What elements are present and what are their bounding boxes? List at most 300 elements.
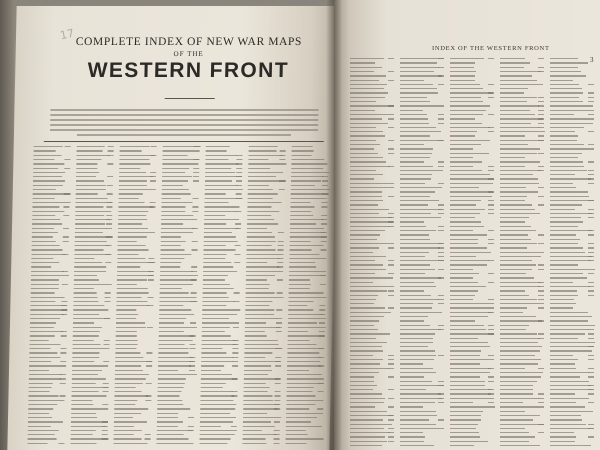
index-entry [162,180,188,181]
index-entry [500,131,545,132]
index-entry-ref [588,368,594,369]
index-entry-ref [236,163,242,164]
index-entry-ref [320,284,326,285]
index-entry-ref [108,155,114,156]
index-entry [244,370,272,371]
index-entry [350,260,375,261]
index-entry-ref [279,180,285,181]
index-entry [500,389,533,390]
index-entry [500,368,525,369]
index-entry [248,176,276,177]
index-entry [249,146,278,147]
index-entry [162,168,189,169]
index-entry [550,62,588,63]
index-entry-ref [438,75,444,76]
index-entry-ref [193,198,199,199]
index-entry-ref [488,114,494,115]
index-entry [400,105,444,106]
index-entry-ref [232,357,238,358]
index-entry [117,258,145,259]
index-entry [287,378,324,379]
index-entry-ref [231,395,237,396]
index-entry-ref [538,333,544,334]
index-entry-ref [235,228,241,229]
index-entry [204,206,239,207]
index-entry [287,357,321,358]
index-entry [400,226,426,227]
index-entry [450,123,482,124]
index-entry [450,191,493,192]
index-entry [115,391,142,392]
index-entry [291,180,321,181]
index-entry [206,155,238,156]
index-entry [119,198,139,199]
index-entry [450,209,485,210]
index-entry-ref [588,338,594,339]
index-entry-ref [588,346,594,347]
index-entry [500,299,537,300]
index-entry [400,88,437,89]
index-entry [202,335,231,336]
index-entry [290,223,316,224]
index-entry [400,316,428,317]
index-entry [76,189,106,190]
index-entry [500,359,541,360]
index-entry-ref [538,110,544,111]
index-entry [247,211,279,212]
index-entry-ref [190,322,196,323]
index-entry-ref [538,234,544,235]
index-entry-ref [150,180,156,181]
index-entry [200,413,230,414]
index-entry [500,415,540,416]
index-entry [160,292,189,293]
index-entry [450,153,489,154]
index-entry [200,426,221,427]
index-entry [400,153,432,154]
index-entry [292,146,313,147]
index-entry [31,271,64,272]
index-entry [75,228,107,229]
index-entry-ref [588,110,594,111]
index-entry-ref [488,166,494,167]
index-entry-ref [192,241,198,242]
index-entry [247,241,276,242]
index-entry [400,166,433,167]
index-entry [32,245,60,246]
index-entry [162,193,191,194]
index-entry-ref [61,331,67,332]
index-entry [350,84,387,85]
index-entry [115,383,143,384]
index-entry-ref [106,236,112,237]
index-entry-ref [236,168,242,169]
index-entry [450,303,488,304]
index-entry-ref [236,159,242,160]
index-entry-ref [538,204,544,205]
index-entry [500,338,540,339]
index-entry [158,370,178,371]
index-entry [350,325,374,326]
index-entry [550,432,574,433]
index-entry [28,430,59,431]
index-entry [500,441,529,442]
index-entry-ref [538,303,544,304]
index-entry-ref [105,297,111,298]
index-entry [119,193,143,194]
index-entry-ref [588,209,594,210]
index-entry [350,62,375,63]
index-entry-ref [148,275,154,276]
index-entry [116,301,147,302]
index-entry-ref [488,230,494,231]
right-page [334,0,600,450]
index-entry-ref [236,180,242,181]
index-entry-ref [61,309,67,310]
index-entry [400,204,428,205]
index-entry-ref [189,348,195,349]
index-entry [204,236,236,237]
index-entry [199,443,227,444]
index-entry [350,299,376,300]
index-entry [400,346,428,347]
index-entry [450,105,490,106]
index-entry [76,163,97,164]
index-entry [350,170,376,171]
index-entry-ref [276,322,282,323]
index-entry [350,144,380,145]
index-entry [73,301,98,302]
index-entry-ref [274,404,280,405]
index-entry [500,200,525,201]
index-entry [450,312,492,313]
index-entry [350,441,387,442]
index-entry [113,443,147,444]
index-entry-ref [538,424,544,425]
index-entry [350,183,388,184]
index-entry [450,376,480,377]
index-entry [71,426,106,427]
index-entry [350,243,388,244]
index-entry [550,166,584,167]
index-entry [500,419,533,420]
index-entry [72,357,99,358]
index-entry [400,329,441,330]
index-entry-ref [388,264,394,265]
index-entry [72,383,96,384]
index-entry-ref [279,159,285,160]
index-entry [500,355,535,356]
index-entry [450,234,487,235]
index-entry [500,230,536,231]
index-entry-ref [274,408,280,409]
index-entry-ref [388,428,394,429]
index-entry [248,159,268,160]
index-entry [400,252,429,253]
index-entry-ref [588,213,594,214]
index-entry-ref [64,168,70,169]
index-entry [158,387,184,388]
index-entry-ref [104,318,110,319]
index-entry-ref [488,204,494,205]
index-entry [203,284,230,285]
index-entry [400,230,436,231]
index-entry [117,279,147,280]
index-entry [243,400,273,401]
index-entry [350,114,394,115]
index-entry-ref [438,419,444,420]
index-entry [550,393,575,394]
index-entry [400,333,435,334]
index-entry [71,413,96,414]
index-entry-ref [388,359,394,360]
index-entry [200,430,237,431]
index-entry [29,378,61,379]
index-entry [74,292,97,293]
index-entry [157,395,179,396]
index-entry [400,174,432,175]
index-entry-ref [61,335,67,336]
index-entry [350,187,394,188]
index-entry [350,269,386,270]
index-entry [400,419,429,420]
index-entry [500,123,531,124]
index-entry [500,286,540,287]
index-entry [200,438,231,439]
index-entry [400,286,436,287]
index-entry [200,421,233,422]
index-entry-ref [233,340,239,341]
index-entry-ref [103,387,109,388]
index-entry-ref [104,301,110,302]
index-entry-ref [104,340,110,341]
index-entry-ref [319,309,325,310]
index-entry [350,372,379,373]
index-entry-ref [278,232,284,233]
index-entry [288,301,313,302]
index-entry [163,155,188,156]
index-entry-ref [145,434,151,435]
index-entry-ref [388,105,394,106]
index-entry [500,329,526,330]
index-entry [34,146,63,147]
index-entry-ref [438,118,444,119]
index-entry [550,406,585,407]
index-entry [500,350,540,351]
index-entry [400,411,436,412]
index-entry-ref [388,80,394,81]
index-entry [33,159,54,160]
index-entry-ref [232,348,238,349]
index-entry-ref [105,262,111,263]
index-entry [117,284,137,285]
index-entry [159,322,184,323]
index-entry-ref [106,215,112,216]
index-entry [288,327,326,328]
index-entry-ref [60,378,66,379]
index-entry [160,271,193,272]
index-entry [450,252,491,253]
index-entry [289,262,315,263]
index-entry [158,378,186,379]
book-gutter [326,0,342,450]
index-entry [450,295,475,296]
index-entry-ref [388,243,394,244]
index-entry [117,297,142,298]
index-entry [350,376,374,377]
index-entry [450,196,492,197]
index-entry [400,441,424,442]
index-entry [400,359,434,360]
index-entry [350,368,389,369]
index-entry [116,331,137,332]
index-entry [246,254,283,255]
index-entry [118,245,146,246]
index-entry [450,290,478,291]
index-entry [291,176,324,177]
index-entry [30,322,56,323]
index-entry [161,245,181,246]
index-entry [117,254,138,255]
index-entry [400,183,425,184]
index-entry [550,243,578,244]
index-entry [71,404,93,405]
index-entry [205,193,226,194]
index-entry [400,80,424,81]
index-entry [500,346,542,347]
index-entry [30,318,60,319]
index-entry [400,402,435,403]
index-entry [114,438,142,439]
index-entry [156,443,193,444]
index-entry [289,288,310,289]
index-entry [400,196,430,197]
index-entry [204,211,236,212]
index-entry [500,213,540,214]
index-entry [158,365,191,366]
index-entry [500,196,527,197]
index-entry [500,312,523,313]
index-entry [74,275,97,276]
index-entry [74,262,102,263]
index-entry [204,228,239,229]
index-entry [350,402,384,403]
index-entry [31,284,59,285]
index-entry [289,254,319,255]
index-entry [500,118,543,119]
index-entry [450,187,479,188]
index-entry [550,217,581,218]
index-entry [287,361,321,362]
index-entry [450,88,483,89]
index-entry [290,211,311,212]
index-entry-ref [275,361,281,362]
index-entry [450,381,485,382]
index-entry [243,434,277,435]
index-entry [450,359,494,360]
index-entry [450,157,473,158]
left-page [7,6,338,450]
index-entry [247,236,275,237]
index-entry [550,118,588,119]
index-entry [350,221,393,222]
index-entry-ref [538,393,544,394]
index-entry-ref [234,262,240,263]
index-entry-ref [438,393,444,394]
index-entry [400,140,443,141]
index-entry-ref [102,426,108,427]
index-entry-ref [588,385,594,386]
index-entry [73,344,101,345]
index-entry [500,247,527,248]
index-entry [450,80,475,81]
index-entry [450,84,480,85]
index-entry [245,301,272,302]
index-entry [450,200,481,201]
index-entry [550,260,591,261]
index-entry [500,385,533,386]
index-entry [550,325,595,326]
index-entry [500,307,527,308]
index-entry [500,97,537,98]
index-entry [32,228,54,229]
index-entry [289,266,316,267]
index-entry [115,357,143,358]
index-entry [350,286,388,287]
index-entry [400,178,431,179]
index-entry [119,168,140,169]
index-entry [500,363,538,364]
index-entry [450,97,481,98]
index-entry-ref [588,200,594,201]
index-entry [290,206,314,207]
index-entry [244,391,268,392]
index-entry [28,426,51,427]
index-entry [400,295,431,296]
index-entry [500,325,529,326]
index-entry-ref [233,344,239,345]
index-entry-ref [488,213,494,214]
index-entry-ref [319,335,325,336]
index-entry [200,395,234,396]
index-entry [500,402,523,403]
index-entry-ref [588,402,594,403]
index-entry [28,400,64,401]
index-entry-ref [236,176,242,177]
index-entry-ref [538,398,544,399]
index-entry [74,288,94,289]
index-entry-ref [588,131,594,132]
index-entry [75,206,103,207]
index-entry [450,269,473,270]
index-entry-ref [103,361,109,362]
index-entry [33,185,63,186]
index-entry [246,258,279,259]
index-entry-ref [538,187,544,188]
index-entry [157,408,190,409]
index-entry [550,350,592,351]
index-entry [290,241,311,242]
index-entry-ref [149,232,155,233]
index-entry [350,200,383,201]
index-entry [200,404,236,405]
index-entry [120,146,150,147]
index-entry [202,322,233,323]
index-entry-ref [588,234,594,235]
index-entry-ref [438,398,444,399]
index-entry [550,402,576,403]
index-entry [350,230,385,231]
